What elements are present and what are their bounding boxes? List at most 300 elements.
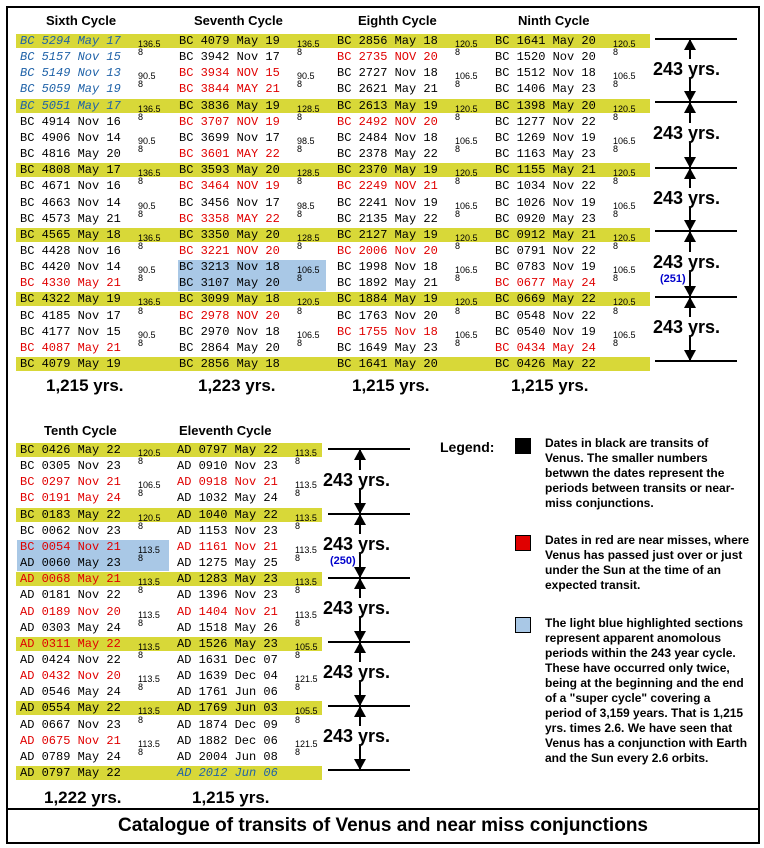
span-label: 243 yrs. xyxy=(653,123,721,143)
transit-date: BC 2484 Nov 18 xyxy=(337,130,438,145)
cycle-header: Tenth Cycle xyxy=(44,423,117,438)
span-tick xyxy=(328,769,410,771)
period-label: 8 xyxy=(455,305,461,316)
period-label: 8 xyxy=(138,456,144,467)
transit-date: BC 0434 May 24 xyxy=(495,340,596,355)
transit-date: BC 0297 Nov 21 xyxy=(20,475,121,490)
span-label: 243 yrs. xyxy=(653,252,721,272)
transit-date: BC 1520 Nov 20 xyxy=(495,50,596,65)
transit-date: BC 3593 May 20 xyxy=(179,163,280,178)
transit-date: BC 4906 Nov 14 xyxy=(20,130,121,145)
transit-date: BC 0791 Nov 22 xyxy=(495,243,596,258)
period-label: 120.5 xyxy=(613,103,636,114)
span-label: 243 yrs. xyxy=(323,726,391,746)
period-label: 8 xyxy=(138,746,144,757)
legend-text: The light blue highlighted sections represent apparent anomolous periods within the 243 year cycle. These have occurred only twice, being at the beginning and the end of a "super cycle" covering a period of 3,159 years. That is 1,215 yrs. times 2.6. We have seen that Venus has a conjunction with Earth and the Sun every 2.6 orbits. xyxy=(545,616,748,765)
period-label: 8 xyxy=(297,240,303,251)
arrow-dn xyxy=(354,695,366,706)
period-label: 8 xyxy=(138,714,144,725)
period-label: 8 xyxy=(295,520,301,531)
period-label: 136.5 xyxy=(138,297,161,308)
arrow-up xyxy=(684,39,696,50)
period-label: 8 xyxy=(138,617,144,628)
cycle-header: Eleventh Cycle xyxy=(179,423,272,438)
transit-date: AD 0068 May 21 xyxy=(20,572,121,587)
period-label: 106.5 xyxy=(297,265,320,276)
period-label: 113.5 xyxy=(295,609,317,620)
transit-date: AD 2004 Jun 08 xyxy=(177,749,278,764)
period-label: 90.5 xyxy=(138,71,156,82)
transit-date: BC 2864 May 20 xyxy=(179,340,280,355)
transit-date: BC 2856 May 18 xyxy=(179,357,280,371)
period-label: 106.5 xyxy=(455,135,478,146)
period-label: 106.5 xyxy=(455,329,478,340)
period-label: 8 xyxy=(138,144,144,155)
period-label: 8 xyxy=(297,337,303,348)
period-label: 113.5 xyxy=(138,738,160,749)
transit-date: BC 2249 NOV 21 xyxy=(337,179,438,194)
transit-date: BC 3942 Nov 17 xyxy=(179,50,280,65)
period-label: 8 xyxy=(138,585,144,596)
transit-date: AD 1396 Nov 23 xyxy=(177,588,278,603)
transit-date: BC 0677 May 24 xyxy=(495,276,596,291)
period-label: 8 xyxy=(138,649,144,660)
cycle-total: 1,223 yrs. xyxy=(198,376,276,395)
transit-date: BC 2970 Nov 18 xyxy=(179,324,280,339)
arrow-dn xyxy=(684,350,696,361)
period-label: 120.5 xyxy=(455,103,478,114)
period-label: 8 xyxy=(138,208,144,219)
period-label: 8 xyxy=(297,111,303,122)
transit-date: AD 1404 Nov 21 xyxy=(177,604,278,619)
transit-date: BC 1398 May 20 xyxy=(495,98,596,113)
period-label: 113.5 xyxy=(138,641,160,652)
period-label: 105.5 xyxy=(295,641,318,652)
transit-date: AD 1283 May 23 xyxy=(177,572,278,587)
transit-date: AD 0189 Nov 20 xyxy=(20,604,121,619)
period-label: 120.5 xyxy=(455,297,478,308)
period-label: 106.5 xyxy=(613,71,636,82)
transit-date: AD 0060 May 23 xyxy=(20,556,121,571)
period-label: 8 xyxy=(138,176,144,187)
transit-date: BC 2492 NOV 20 xyxy=(337,114,438,129)
period-label: 8 xyxy=(295,456,301,467)
period-label: 8 xyxy=(455,273,461,284)
period-label: 113.5 xyxy=(295,544,317,555)
transit-date: BC 1641 May 20 xyxy=(337,357,438,371)
period-label: 113.5 xyxy=(295,480,317,491)
transit-date: AD 0424 Nov 22 xyxy=(20,652,121,667)
period-label: 90.5 xyxy=(138,265,156,276)
span-note: (251) xyxy=(660,273,686,285)
arrow-up xyxy=(354,578,366,589)
period-label: 8 xyxy=(295,617,301,628)
transit-date: BC 2127 May 19 xyxy=(337,227,438,242)
transit-date: BC 0054 Nov 21 xyxy=(20,539,121,554)
period-label: 136.5 xyxy=(138,232,161,243)
arrow-dn xyxy=(354,503,366,514)
cycle-header: Eighth Cycle xyxy=(358,13,437,28)
transit-date: BC 0062 Nov 23 xyxy=(20,523,121,538)
period-label: 8 xyxy=(297,208,303,219)
transit-date: BC 0426 May 22 xyxy=(20,443,121,457)
period-label: 106.5 xyxy=(297,329,320,340)
transit-date: AD 1161 Nov 21 xyxy=(177,539,278,554)
arrow-dn xyxy=(684,91,696,102)
transit-date: BC 3836 May 19 xyxy=(179,98,280,113)
transit-date: BC 4428 Nov 16 xyxy=(20,243,121,258)
arrow-dn xyxy=(684,220,696,231)
transit-date: AD 0675 Nov 21 xyxy=(20,733,121,748)
transit-date: BC 3699 Nov 17 xyxy=(179,130,280,145)
period-label: 121.5 xyxy=(295,674,318,685)
period-label: 8 xyxy=(295,746,301,757)
transit-date: BC 3601 MAY 22 xyxy=(179,147,280,162)
transit-date: BC 4087 May 21 xyxy=(20,340,121,355)
cycle-total: 1,222 yrs. xyxy=(44,788,122,807)
legend-title: Legend: xyxy=(440,439,495,455)
transit-date: AD 1275 May 25 xyxy=(177,556,278,571)
period-label: 90.5 xyxy=(297,71,315,82)
period-label: 8 xyxy=(295,553,301,564)
legend-swatch xyxy=(515,617,531,633)
transit-date: BC 0426 May 22 xyxy=(495,357,596,371)
transit-date: BC 4816 May 20 xyxy=(20,147,121,162)
arrow-up xyxy=(354,706,366,717)
transit-date: BC 1641 May 20 xyxy=(495,34,596,48)
transit-date: BC 2856 May 18 xyxy=(337,34,438,48)
period-label: 136.5 xyxy=(297,39,320,49)
transit-date: BC 0191 May 24 xyxy=(20,491,121,506)
period-label: 120.5 xyxy=(613,168,636,179)
transit-date: BC 2378 May 22 xyxy=(337,147,438,162)
arrow-up xyxy=(354,514,366,525)
arrow-dn xyxy=(354,567,366,578)
transit-date: BC 3934 NOV 15 xyxy=(179,66,280,81)
period-label: 8 xyxy=(613,111,619,122)
period-label: 8 xyxy=(295,682,301,693)
period-label: 8 xyxy=(455,79,461,90)
transit-date: BC 4079 May 19 xyxy=(20,357,121,371)
transit-date: BC 3464 NOV 19 xyxy=(179,179,280,194)
period-label: 106.5 xyxy=(613,200,636,211)
transit-date: AD 1153 Nov 23 xyxy=(177,523,278,538)
period-label: 8 xyxy=(455,337,461,348)
transit-date: BC 1884 May 19 xyxy=(337,292,438,307)
transit-date: BC 2006 Nov 20 xyxy=(337,243,438,258)
transit-date: BC 0783 Nov 19 xyxy=(495,260,596,275)
arrow-up xyxy=(684,168,696,179)
period-label: 8 xyxy=(138,337,144,348)
span-tick xyxy=(655,360,737,362)
period-label: 120.5 xyxy=(455,232,478,243)
transit-date: AD 0554 May 22 xyxy=(20,701,121,716)
transit-date: AD 0303 May 24 xyxy=(20,620,121,635)
transit-date: BC 1034 Nov 22 xyxy=(495,179,596,194)
cycle-header: Seventh Cycle xyxy=(194,13,283,28)
transit-date: BC 0540 Nov 19 xyxy=(495,324,596,339)
cycle-total: 1,215 yrs. xyxy=(46,376,124,395)
period-label: 106.5 xyxy=(613,135,636,146)
period-label: 106.5 xyxy=(455,265,478,276)
arrow-dn xyxy=(354,631,366,642)
transit-date: AD 1518 May 26 xyxy=(177,620,278,635)
period-label: 8 xyxy=(455,144,461,155)
period-label: 120.5 xyxy=(455,168,478,179)
transit-date: BC 4808 May 17 xyxy=(20,163,121,178)
period-label: 8 xyxy=(455,240,461,251)
transit-date: BC 5157 Nov 15 xyxy=(20,50,121,65)
transit-date: BC 4330 May 21 xyxy=(20,276,121,291)
period-label: 8 xyxy=(295,714,301,725)
transit-date: AD 1882 Dec 06 xyxy=(177,733,278,748)
transit-date: AD 1526 May 23 xyxy=(177,636,278,651)
arrow-dn xyxy=(684,157,696,168)
period-label: 128.5 xyxy=(297,103,320,114)
period-label: 113.5 xyxy=(295,448,317,458)
transit-date: BC 1026 Nov 19 xyxy=(495,195,596,210)
period-label: 8 xyxy=(138,488,144,499)
cycle-total: 1,215 yrs. xyxy=(511,376,589,395)
span-label: 243 yrs. xyxy=(323,598,391,618)
period-label: 8 xyxy=(295,488,301,499)
transit-date: BC 3350 May 20 xyxy=(179,227,280,242)
period-label: 8 xyxy=(613,305,619,316)
period-label: 106.5 xyxy=(455,200,478,211)
transit-date: AD 0311 May 22 xyxy=(20,636,121,651)
arrow-dn xyxy=(354,759,366,770)
transit-date: BC 4573 May 21 xyxy=(20,211,121,226)
transit-date: AD 0918 Nov 21 xyxy=(177,475,278,490)
period-label: 90.5 xyxy=(138,329,156,340)
arrow-up xyxy=(684,231,696,242)
period-label: 128.5 xyxy=(297,168,320,179)
transit-date: BC 2370 May 19 xyxy=(337,163,438,178)
arrow-dn xyxy=(684,286,696,297)
transit-date: BC 1763 Nov 20 xyxy=(337,308,438,323)
period-label: 120.5 xyxy=(613,39,636,49)
transit-date: BC 3358 MAY 22 xyxy=(179,211,280,226)
period-label: 8 xyxy=(613,144,619,155)
transit-date: BC 1406 May 23 xyxy=(495,82,596,97)
transit-date: BC 3844 MAY 21 xyxy=(179,82,280,97)
period-label: 128.5 xyxy=(297,232,320,243)
transit-date: BC 3221 NOV 20 xyxy=(179,243,280,258)
period-label: 106.5 xyxy=(138,480,161,491)
span-label: 243 yrs. xyxy=(653,317,721,337)
transit-date: BC 4420 Nov 14 xyxy=(20,260,121,275)
period-label: 8 xyxy=(138,305,144,316)
period-label: 106.5 xyxy=(455,71,478,82)
period-label: 8 xyxy=(297,273,303,284)
period-label: 113.5 xyxy=(295,512,317,523)
period-label: 120.5 xyxy=(613,297,636,308)
transit-date: AD 0667 Nov 23 xyxy=(20,717,121,732)
period-label: 120.5 xyxy=(613,232,636,243)
period-label: 90.5 xyxy=(138,200,156,211)
arrow-up xyxy=(684,102,696,113)
period-label: 8 xyxy=(613,240,619,251)
legend-swatch xyxy=(515,535,531,551)
period-label: 8 xyxy=(613,337,619,348)
period-label: 120.5 xyxy=(297,297,320,308)
transit-date: BC 5051 May 17 xyxy=(20,98,121,113)
transit-date: BC 4177 Nov 15 xyxy=(20,324,121,339)
transit-date: AD 1631 Dec 07 xyxy=(177,652,278,667)
transit-date: BC 3099 May 18 xyxy=(179,292,280,307)
period-label: 98.5 xyxy=(297,200,315,211)
transit-date: AD 1761 Jun 06 xyxy=(177,685,278,700)
period-label: 8 xyxy=(613,79,619,90)
period-label: 8 xyxy=(138,47,144,58)
transit-date: BC 5294 May 17 xyxy=(20,34,121,48)
transit-date: BC 1649 May 23 xyxy=(337,340,438,355)
transit-date: BC 1277 Nov 22 xyxy=(495,114,596,129)
legend-text: Dates in black are transits of Venus. The smaller numbers betwwn the dates represent the periods between transits or near-miss conjunctions. xyxy=(545,436,735,510)
span-note: (250) xyxy=(330,555,356,567)
period-label: 113.5 xyxy=(138,609,160,620)
cycle-total: 1,215 yrs. xyxy=(192,788,270,807)
cycle-total: 1,215 yrs. xyxy=(352,376,430,395)
period-label: 120.5 xyxy=(455,39,478,49)
period-label: 113.5 xyxy=(138,674,160,685)
period-label: 8 xyxy=(455,208,461,219)
transit-date: BC 3107 May 20 xyxy=(179,276,280,291)
period-label: 8 xyxy=(297,305,303,316)
transit-date: BC 1155 May 21 xyxy=(495,163,596,178)
period-label: 120.5 xyxy=(138,448,161,458)
period-label: 106.5 xyxy=(613,265,636,276)
cycle-header: Sixth Cycle xyxy=(46,13,117,28)
transit-date: AD 0432 Nov 20 xyxy=(20,669,121,684)
transit-date: BC 2241 Nov 19 xyxy=(337,195,438,210)
period-label: 8 xyxy=(455,47,461,58)
transit-date: BC 4565 May 18 xyxy=(20,227,121,242)
transit-date: BC 2978 NOV 20 xyxy=(179,308,280,323)
transit-date: BC 2135 May 22 xyxy=(337,211,438,226)
legend-text: Dates in red are near misses, where Venus has passed just over or just under the Sun at the time of an expected transit. xyxy=(545,533,750,592)
period-label: 8 xyxy=(613,273,619,284)
page-title: Catalogue of transits of Venus and near miss conjunctions xyxy=(6,808,760,844)
transit-date: BC 4671 Nov 16 xyxy=(20,179,121,194)
period-label: 8 xyxy=(297,144,303,155)
transit-date: AD 0910 Nov 23 xyxy=(177,459,278,474)
period-label: 90.5 xyxy=(138,135,156,146)
period-label: 113.5 xyxy=(138,706,160,717)
transit-date: BC 0183 May 22 xyxy=(20,507,121,522)
period-label: 120.5 xyxy=(138,512,161,523)
transit-date: BC 2613 May 19 xyxy=(337,98,438,113)
period-label: 8 xyxy=(297,47,303,58)
transit-date: BC 4322 May 19 xyxy=(20,292,121,307)
arrow-up xyxy=(684,297,696,308)
period-label: 8 xyxy=(613,176,619,187)
period-label: 8 xyxy=(295,585,301,596)
period-label: 8 xyxy=(138,682,144,693)
period-label: 113.5 xyxy=(138,577,160,588)
period-label: 8 xyxy=(455,176,461,187)
period-label: 8 xyxy=(455,111,461,122)
transit-date: BC 5149 Nov 13 xyxy=(20,66,121,81)
transit-date: BC 3456 Nov 17 xyxy=(179,195,280,210)
transit-date: AD 0797 May 22 xyxy=(177,443,278,457)
span-label: 243 yrs. xyxy=(653,187,721,208)
transit-date: AD 0181 Nov 22 xyxy=(20,588,121,603)
period-label: 8 xyxy=(138,520,144,531)
span-label: 243 yrs. xyxy=(653,58,721,79)
period-label: 8 xyxy=(295,649,301,660)
transit-date: AD 1874 Dec 09 xyxy=(177,717,278,732)
cycle-header: Ninth Cycle xyxy=(518,13,590,28)
transit-date: BC 0669 May 22 xyxy=(495,292,596,307)
period-label: 8 xyxy=(297,79,303,90)
transit-date: AD 1769 Jun 03 xyxy=(177,701,278,716)
legend-swatch xyxy=(515,438,531,454)
transit-date: BC 0305 Nov 23 xyxy=(20,459,121,474)
transit-date: BC 3707 NOV 19 xyxy=(179,114,280,129)
period-label: 136.5 xyxy=(138,39,161,49)
span-label: 243 yrs. xyxy=(323,534,391,554)
period-label: 136.5 xyxy=(138,103,161,114)
transit-date: BC 0920 May 23 xyxy=(495,211,596,226)
period-label: 8 xyxy=(613,47,619,58)
transit-date: BC 3213 Nov 18 xyxy=(179,260,280,275)
period-label: 113.5 xyxy=(138,544,160,555)
transit-date: AD 0797 May 22 xyxy=(20,766,121,780)
period-label: 8 xyxy=(138,240,144,251)
transit-date: BC 0912 May 21 xyxy=(495,227,596,242)
transit-date: AD 1032 May 24 xyxy=(177,491,278,506)
period-label: 121.5 xyxy=(295,738,318,749)
transit-date: BC 0548 Nov 22 xyxy=(495,308,596,323)
period-label: 8 xyxy=(138,111,144,122)
transit-date: BC 1163 May 23 xyxy=(495,147,596,162)
period-label: 8 xyxy=(138,273,144,284)
transit-date: BC 4663 Nov 14 xyxy=(20,195,121,210)
period-label: 8 xyxy=(297,176,303,187)
transit-date: BC 4185 Nov 17 xyxy=(20,308,121,323)
period-label: 8 xyxy=(613,208,619,219)
transit-date: BC 2727 Nov 18 xyxy=(337,66,438,81)
arrow-up xyxy=(354,642,366,653)
transit-date: BC 5059 May 19 xyxy=(20,82,121,97)
transit-date: BC 2621 May 21 xyxy=(337,82,438,97)
period-label: 8 xyxy=(138,79,144,90)
span-label: 243 yrs. xyxy=(323,469,391,490)
span-label: 243 yrs. xyxy=(323,662,391,682)
transit-date: AD 1040 May 22 xyxy=(177,507,278,522)
transit-date: BC 4079 May 19 xyxy=(179,34,280,48)
transit-date: AD 1639 Dec 04 xyxy=(177,669,278,684)
transit-date: BC 1269 Nov 19 xyxy=(495,130,596,145)
transit-date: AD 0789 May 24 xyxy=(20,749,121,764)
period-label: 98.5 xyxy=(297,135,315,146)
period-label: 105.5 xyxy=(295,706,318,717)
transit-date: AD 0546 May 24 xyxy=(20,685,121,700)
period-label: 113.5 xyxy=(295,577,317,588)
transit-date: BC 1755 Nov 18 xyxy=(337,324,438,339)
transit-date: BC 1998 Nov 18 xyxy=(337,260,438,275)
period-label: 106.5 xyxy=(613,329,636,340)
transit-date: AD 2012 Jun 06 xyxy=(177,766,278,780)
transit-date: BC 1892 May 21 xyxy=(337,276,438,291)
period-label: 136.5 xyxy=(138,168,161,179)
arrow-up xyxy=(354,449,366,460)
transit-date: BC 2735 NOV 20 xyxy=(337,50,438,65)
transit-date: BC 1512 Nov 18 xyxy=(495,66,596,81)
transit-date: BC 4914 Nov 16 xyxy=(20,114,121,129)
period-label: 8 xyxy=(138,553,144,564)
